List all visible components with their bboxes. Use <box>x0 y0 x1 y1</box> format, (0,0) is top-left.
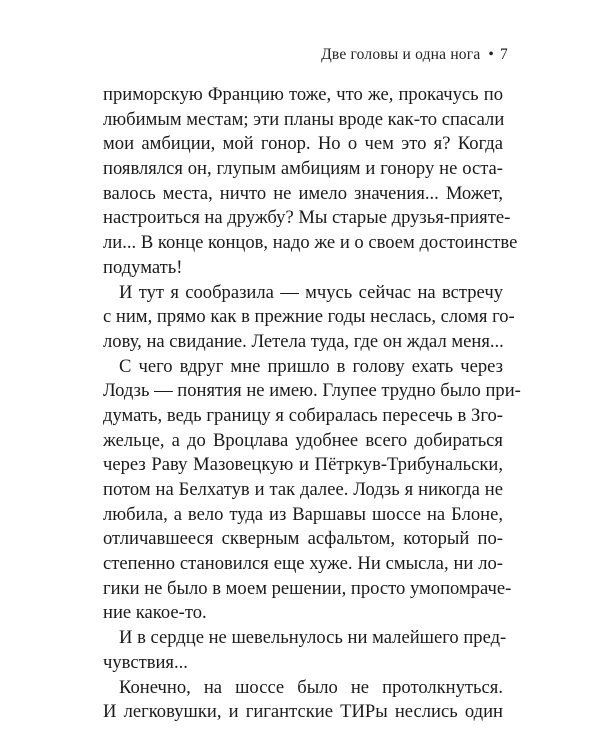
text-line: отличавшееся скверным асфальтом, который по- <box>103 528 503 550</box>
text-line: потом на Белхатув и так далее. Лодзь я никогда не <box>103 479 503 500</box>
text-line: жельце, а до Вроцлава удобнее всего добираться <box>103 429 503 451</box>
body-text <box>103 83 521 725</box>
text-line: Лодзь — понятия не имею. Глупее трудно было при- <box>103 380 521 402</box>
header-separator: • <box>488 46 495 63</box>
text-line: ние какое-то. <box>103 602 207 624</box>
text-line: лову, на свидание. Летела туда, где он ждал меня... <box>103 330 504 352</box>
page-number: 7 <box>500 46 508 63</box>
text-line: степенно становился еще хуже. Ни смысла, ни ло- <box>103 553 503 575</box>
text-line: через Раву Мазовецкую и Пётркув-Трибунальски, <box>103 454 503 476</box>
text-line: С чего вдруг мне пришло в голову ехать через <box>119 355 503 377</box>
text-line: настроиться на дружбу? Мы старые друзья-прияте- <box>103 207 511 229</box>
text-line: чувствия... <box>103 651 188 673</box>
text-line: И в сердце не шевельнулось ни малейшего пред- <box>119 627 507 649</box>
text-line: И легковушки, и гигантские ТИРы неслись один <box>103 701 503 723</box>
text-line: думать, ведь границу я собиралась пересечь в Зго- <box>103 404 503 426</box>
text-line: валось места, ничто не имело значения... Может, <box>103 182 503 204</box>
text-line: гики не было в моем решении, просто умопомраче- <box>103 577 512 599</box>
text-line: мои амбиции, мой гонор. Но о чем это я? Когда <box>103 133 503 155</box>
text-line: приморскую Францию тоже, что же, прокачусь по <box>103 84 503 105</box>
text-line: ли... В конце концов, надо же и о своем достоинстве <box>103 232 518 254</box>
text-line: Конечно, на шоссе было не протолкнуться. <box>119 676 503 698</box>
running-header <box>321 46 508 64</box>
text-line: с ним, прямо как в прежние годы неслась, сломя го- <box>103 306 515 328</box>
text-line: любила, а вело туда из Варшавы шоссе на Блоне, <box>103 503 503 525</box>
text-line: И тут я сообразила — мчусь сейчас на встречу <box>119 281 503 303</box>
text-line: подумать! <box>103 256 183 278</box>
text-line: любимым местам; эти планы вроде как-то спасали <box>103 108 505 130</box>
running-header-title: Две головы и одна нога <box>321 46 481 63</box>
text-line: появлялся он, глупым амбициям и гонору не оста- <box>103 158 503 180</box>
